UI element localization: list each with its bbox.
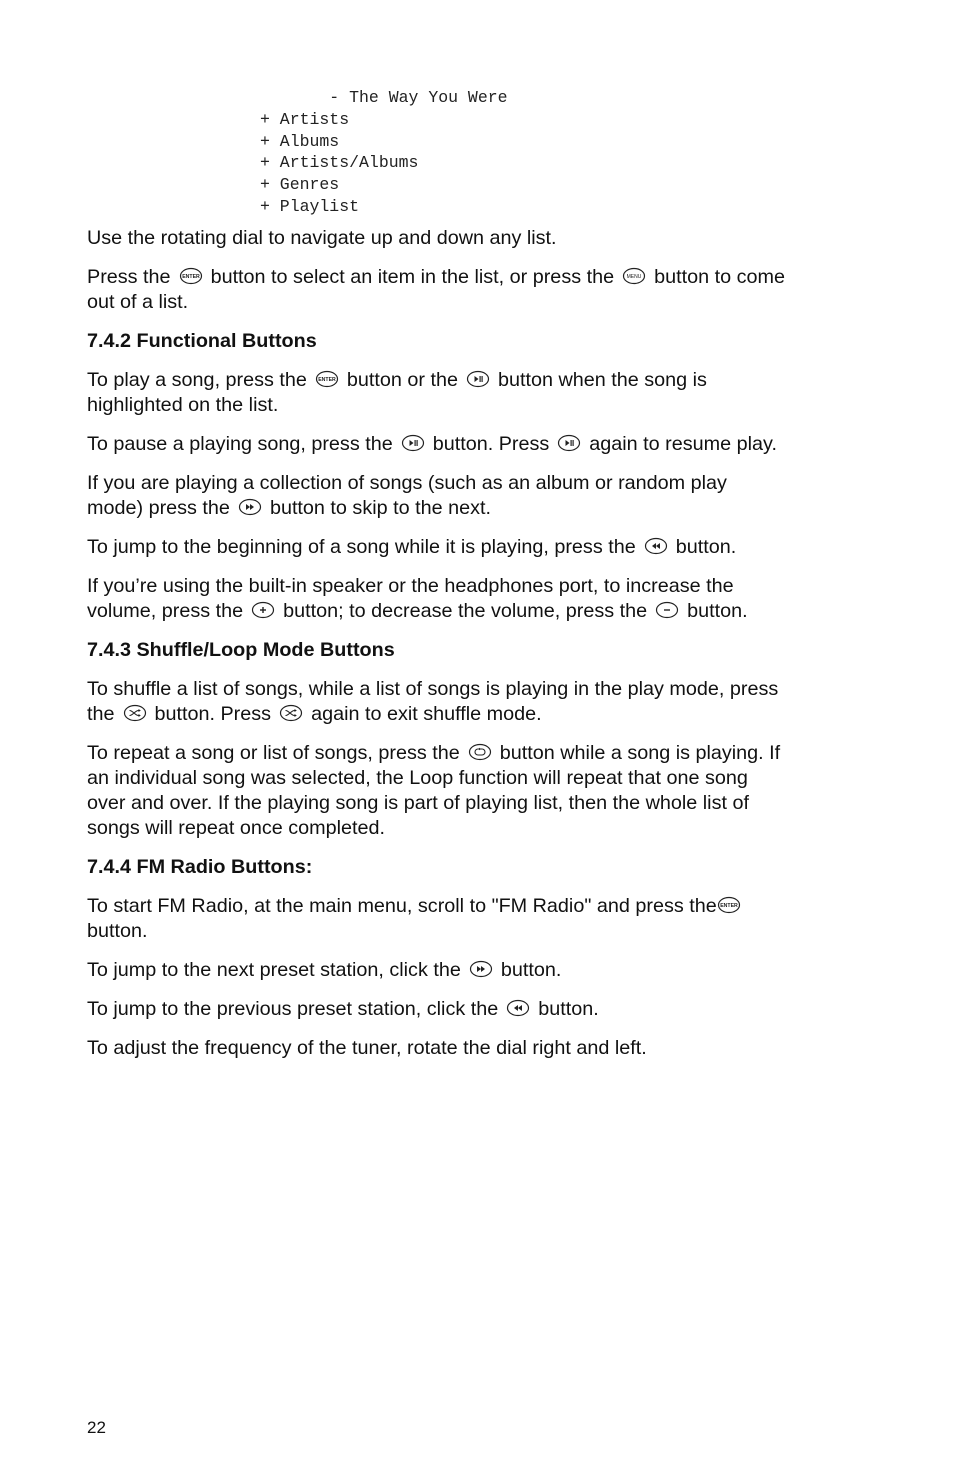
volume-paragraph: If you’re using the built-in speaker or the headphones port, to increase the volume, press the button; to decrease the volume, press the button. bbox=[87, 575, 748, 622]
nav-paragraph: Use the rotating dial to navigate up and down any list. bbox=[87, 227, 557, 249]
menu-tree-line: + Albums bbox=[260, 131, 340, 151]
rewind-icon bbox=[506, 999, 530, 1017]
menu-tree-line: + Artists bbox=[260, 109, 350, 129]
fm-prev-paragraph: To jump to the previous preset station, click the button. bbox=[87, 998, 599, 1020]
fm-next-paragraph: To jump to the next preset station, click the button. bbox=[87, 959, 562, 981]
svg-text:ENTER: ENTER bbox=[719, 902, 738, 909]
functional-buttons-heading: 7.4.2 Functional Buttons bbox=[87, 330, 317, 352]
page-number: 22 bbox=[87, 1418, 106, 1437]
menu-tree-line: - The Way You Were bbox=[260, 88, 508, 107]
svg-text:MENU: MENU bbox=[626, 273, 642, 280]
shuffle-loop-heading: 7.4.3 Shuffle/Loop Mode Buttons bbox=[87, 639, 395, 661]
rewind-paragraph: To jump to the beginning of a song while it is playing, press the button. bbox=[87, 536, 737, 558]
svg-text:ENTER: ENTER bbox=[318, 376, 336, 383]
play-pause-icon bbox=[466, 370, 490, 388]
enter-button-icon bbox=[717, 896, 741, 914]
play-paragraph: To play a song, press the ENTER button or the button when the song is highlighted on the list. bbox=[87, 369, 707, 416]
fast-forward-icon bbox=[469, 960, 493, 978]
fm-start-paragraph: To start FM Radio, at the main menu, scroll to "FM Radio" and press the ENTER button. bbox=[87, 894, 787, 944]
play-pause-icon bbox=[557, 434, 581, 452]
shuffle-paragraph: To shuffle a list of songs, while a list of songs is playing in the play mode, press the button. Press again to exit shuffle mode. bbox=[87, 678, 779, 725]
svg-text:ENTER: ENTER bbox=[181, 273, 200, 280]
shuffle-icon bbox=[123, 704, 147, 722]
menu-tree-line: + Artists/Albums bbox=[260, 153, 419, 173]
volume-up-icon bbox=[251, 601, 275, 619]
skip-paragraph: If you are playing a collection of songs (such as an album or random play mode) press the button to skip to the next. bbox=[87, 472, 727, 519]
enter-button-icon bbox=[315, 370, 339, 388]
menu-tree-line: + Genres bbox=[260, 175, 340, 195]
menu-tree-line: + Playlist bbox=[260, 196, 360, 216]
menu-button-icon bbox=[622, 267, 646, 285]
nav-select-paragraph: Press the ENTER button to select an item in the list, or press the MENU button to come out of a list. bbox=[87, 266, 785, 313]
loop-icon bbox=[468, 743, 492, 761]
volume-down-icon bbox=[655, 601, 679, 619]
play-pause-icon bbox=[401, 434, 425, 452]
loop-paragraph: To repeat a song or list of songs, press the button while a song is playing. If an individual song was selected, the Loop function will repeat that one song over and over. If the playing song is part of playing list, then the whole list of songs will repeat once completed. bbox=[87, 742, 781, 839]
fm-radio-heading: 7.4.4 FM Radio Buttons: bbox=[87, 856, 313, 878]
pause-paragraph: To pause a playing song, press the button. Press again to resume play. bbox=[87, 433, 777, 455]
rewind-icon bbox=[644, 537, 668, 555]
fm-tune-paragraph: To adjust the frequency of the tuner, rotate the dial right and left. bbox=[87, 1037, 647, 1059]
manual-content bbox=[87, 226, 787, 1075]
fast-forward-icon bbox=[238, 498, 262, 516]
shuffle-icon bbox=[279, 704, 303, 722]
menu-tree-listing bbox=[260, 87, 508, 218]
enter-button-icon bbox=[179, 267, 203, 285]
